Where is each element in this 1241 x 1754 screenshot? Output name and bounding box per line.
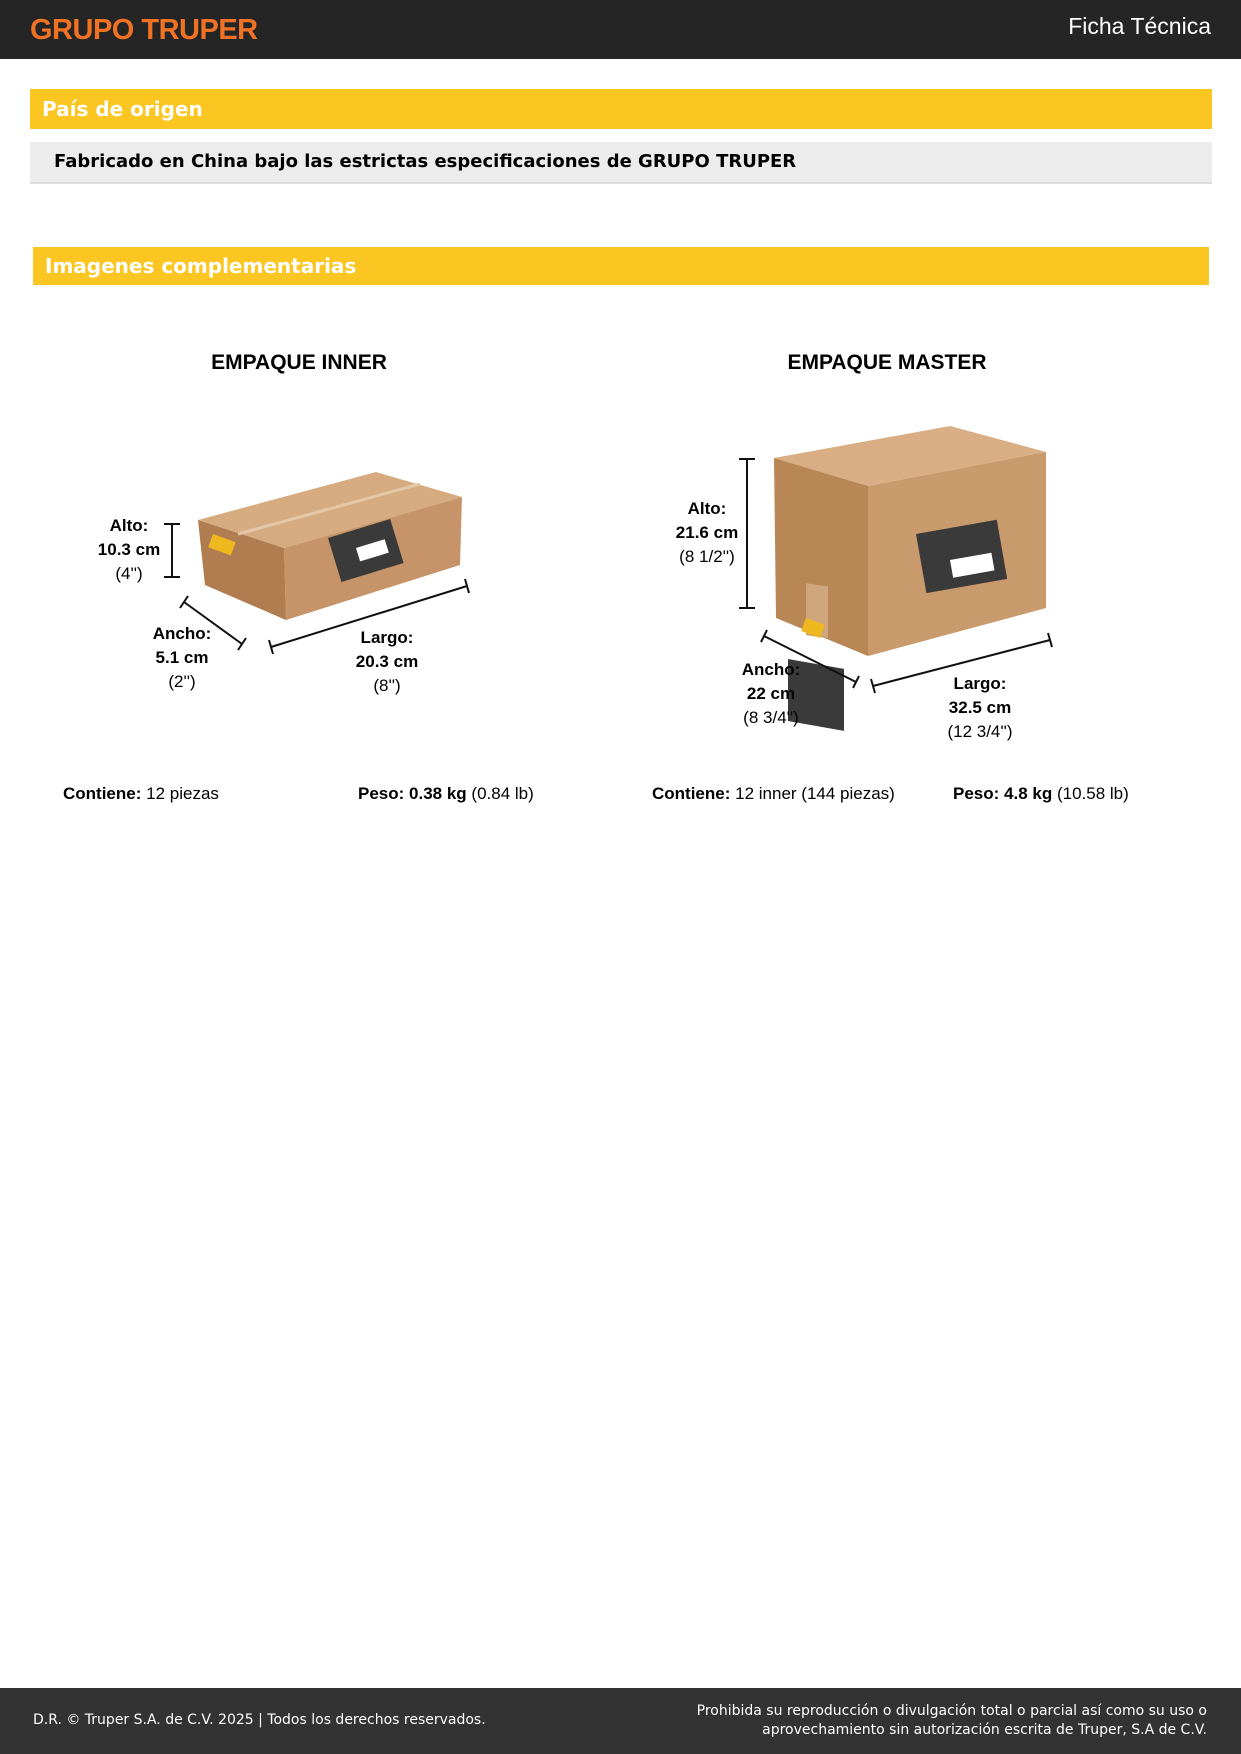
grupo-truper-logo: GRUPO TRUPER [30, 14, 258, 46]
inner-alto-imperial: (4'') [115, 564, 143, 583]
inner-ancho-key: Ancho: [152, 624, 212, 643]
master-ancho-key: Ancho: [741, 660, 801, 679]
master-alto-imperial: (8 1/2'') [679, 547, 735, 566]
footer-disclaimer [647, 1702, 1207, 1740]
master-alto-metric: 21.6 cm [675, 523, 739, 542]
master-alto-label [676, 497, 738, 569]
master-contains-value: 12 inner (144 piezas) [735, 784, 895, 803]
master-largo-metric: 32.5 cm [948, 698, 1012, 717]
master-ancho-label [742, 658, 801, 730]
inner-alto-metric: 10.3 cm [97, 540, 161, 559]
inner-contains-value: 12 piezas [146, 784, 219, 803]
page-footer [0, 1688, 1241, 1754]
inner-weight-lb: (0.84 lb) [471, 784, 534, 803]
footer-disclaimer-line1: Prohibida su reproducción o divulgación total o parcial así como su uso o [696, 1703, 1207, 1719]
master-contains-label: Contiene: [652, 784, 731, 803]
master-weight-kg: 4.8 kg [1004, 784, 1053, 803]
inner-alto-key: Alto: [109, 516, 149, 535]
master-package-title: EMPAQUE MASTER [787, 351, 987, 374]
master-weight-lb: (10.58 lb) [1056, 784, 1129, 803]
master-largo-label [947, 672, 1012, 744]
inner-largo-key: Largo: [360, 628, 414, 647]
master-contains [652, 784, 895, 804]
master-largo-key: Largo: [953, 674, 1007, 693]
origin-heading-text: País de origen [42, 97, 203, 121]
master-ancho-imperial: (8 3/4'') [743, 708, 799, 727]
master-weight [953, 784, 1129, 804]
inner-ancho-metric: 5.1 cm [155, 648, 209, 667]
master-ancho-metric: 22 cm [746, 684, 796, 703]
inner-weight-label: Peso: [358, 784, 405, 803]
master-alto-key: Alto: [687, 499, 727, 518]
inner-package-title: EMPAQUE INNER [211, 351, 387, 374]
footer-disclaimer-line2: aprovechamiento sin autorización escrita de Truper, S.A de C.V. [762, 1722, 1207, 1738]
inner-largo-imperial: (8'') [373, 676, 401, 695]
images-heading-text: Imagenes complementarias [45, 254, 357, 278]
footer-copyright: D.R. © Truper S.A. de C.V. 2025 | Todos los derechos reservados. [33, 1712, 486, 1728]
master-largo-imperial: (12 3/4'') [947, 722, 1013, 741]
inner-ancho-imperial: (2'') [168, 672, 196, 691]
origin-text: Fabricado en China bajo las estrictas especificaciones de GRUPO TRUPER [54, 151, 797, 172]
inner-weight-kg: 0.38 kg [409, 784, 467, 803]
document-title: Ficha Técnica [1068, 13, 1211, 39]
inner-contains-label: Contiene: [63, 784, 142, 803]
master-weight-label: Peso: [953, 784, 1000, 803]
inner-largo-metric: 20.3 cm [355, 652, 419, 671]
